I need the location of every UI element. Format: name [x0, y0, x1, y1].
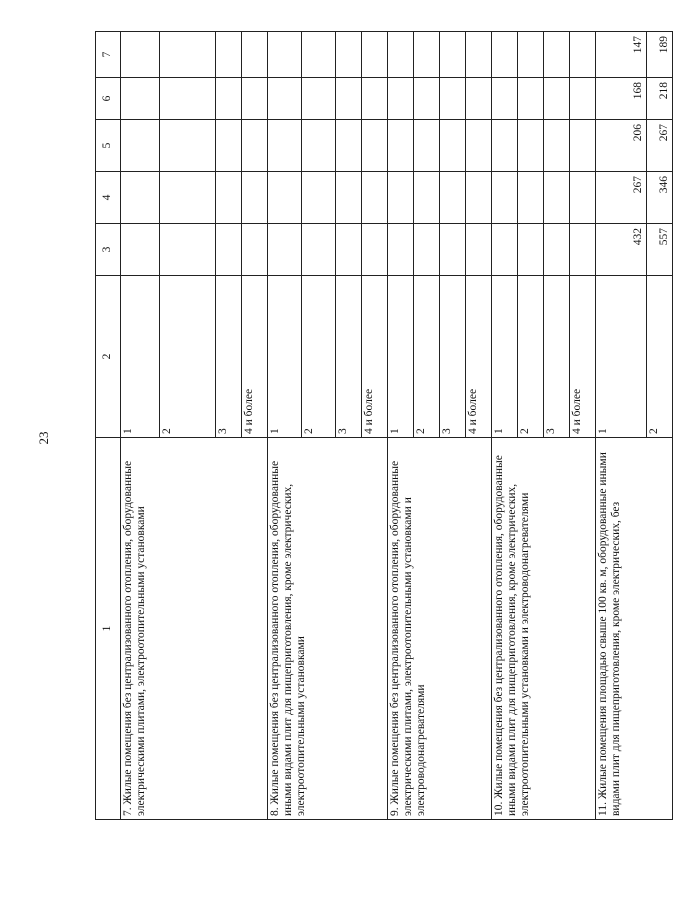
value-cell [466, 120, 492, 172]
value-cell [362, 224, 388, 276]
category-cell: 9. Жилые помещения без централизованного отопления, оборудованные электрическими плитами, электроотопительными установками и электроводонагревателями [388, 438, 492, 820]
category-cell: 10. Жилые помещения без централизованного отопления, оборудованные иными видами плит для пищеприготовления, кроме электрических, электроотопительными установками и электроводонагревателями [492, 438, 596, 820]
category-cell: 11. Жилые помещения площадью свыше 100 кв. м, оборудованные иными видами плит для пищеприготовления, кроме электрических, без [596, 438, 673, 820]
consumption-norms-table [95, 31, 673, 820]
value-cell [570, 32, 596, 78]
value-cell [242, 78, 268, 120]
category-cell: 7. Жилые помещения без централизованного отопления, оборудованные электрическими плитами, электроотопительными установками [121, 438, 268, 820]
value-cell [121, 32, 160, 78]
page-number: 23 [36, 431, 51, 445]
value-cell [570, 120, 596, 172]
value-cell [336, 224, 362, 276]
column-header: 1 [96, 438, 121, 820]
value-cell [216, 224, 242, 276]
rooms-cell: 3 [336, 276, 362, 438]
category-cell: 8. Жилые помещения без централизованного отопления, оборудованные иными видами плит для пищеприготовления, кроме электрических, электроотопительными установками [268, 438, 388, 820]
value-cell [492, 120, 518, 172]
column-header: 3 [96, 224, 121, 276]
value-cell [302, 78, 336, 120]
rooms-cell: 3 [440, 276, 466, 438]
value-cell [466, 172, 492, 224]
value-cell [492, 78, 518, 120]
value-cell [121, 120, 160, 172]
value-cell: 189 [647, 32, 673, 78]
value-cell [362, 172, 388, 224]
value-cell: 557 [647, 224, 673, 276]
value-cell [336, 32, 362, 78]
value-cell [302, 224, 336, 276]
value-cell [414, 78, 440, 120]
value-cell [242, 172, 268, 224]
value-cell [492, 172, 518, 224]
value-cell [362, 78, 388, 120]
value-cell [268, 224, 302, 276]
rooms-cell: 4 и более [242, 276, 268, 438]
value-cell [268, 78, 302, 120]
value-cell [242, 32, 268, 78]
table-row [596, 32, 647, 820]
value-cell [216, 32, 242, 78]
value-cell [302, 32, 336, 78]
value-cell [336, 78, 362, 120]
column-header: 7 [96, 32, 121, 78]
value-cell [388, 172, 414, 224]
value-cell [544, 224, 570, 276]
value-cell [544, 120, 570, 172]
value-cell [362, 32, 388, 78]
value-cell: 267 [647, 120, 673, 172]
rooms-cell: 2 [518, 276, 544, 438]
table-row [492, 32, 518, 820]
value-cell [121, 172, 160, 224]
value-cell [414, 224, 440, 276]
value-cell [388, 224, 414, 276]
table-row [268, 32, 302, 820]
column-header: 5 [96, 120, 121, 172]
value-cell [570, 78, 596, 120]
value-cell [440, 120, 466, 172]
value-cell: 147 [596, 32, 647, 78]
value-cell [160, 120, 216, 172]
value-cell [440, 78, 466, 120]
value-cell [492, 32, 518, 78]
value-cell [388, 120, 414, 172]
rooms-cell: 4 и более [466, 276, 492, 438]
rooms-cell: 4 и более [362, 276, 388, 438]
value-cell [414, 120, 440, 172]
column-header: 6 [96, 78, 121, 120]
value-cell [414, 172, 440, 224]
value-cell [414, 32, 440, 78]
value-cell [518, 224, 544, 276]
rooms-cell: 2 [647, 276, 673, 438]
value-cell [336, 172, 362, 224]
value-cell [544, 172, 570, 224]
value-cell [466, 32, 492, 78]
value-cell [544, 32, 570, 78]
value-cell [388, 32, 414, 78]
value-cell [121, 78, 160, 120]
table-row [388, 32, 414, 820]
value-cell [388, 78, 414, 120]
rooms-cell: 1 [492, 276, 518, 438]
value-cell [440, 224, 466, 276]
rooms-cell: 3 [544, 276, 570, 438]
value-cell [336, 120, 362, 172]
value-cell [440, 32, 466, 78]
value-cell [160, 32, 216, 78]
value-cell: 218 [647, 78, 673, 120]
value-cell [302, 172, 336, 224]
value-cell [268, 32, 302, 78]
value-cell [544, 78, 570, 120]
value-cell [302, 120, 336, 172]
column-header: 4 [96, 172, 121, 224]
table-row [121, 32, 160, 820]
value-cell: 267 [596, 172, 647, 224]
value-cell [160, 78, 216, 120]
value-cell: 206 [596, 120, 647, 172]
rooms-cell: 1 [388, 276, 414, 438]
value-cell [570, 224, 596, 276]
value-cell [160, 224, 216, 276]
value-cell [362, 120, 388, 172]
value-cell [440, 172, 466, 224]
value-cell [518, 172, 544, 224]
rooms-cell: 1 [268, 276, 302, 438]
value-cell [518, 78, 544, 120]
value-cell: 168 [596, 78, 647, 120]
value-cell [570, 172, 596, 224]
value-cell: 346 [647, 172, 673, 224]
value-cell [466, 224, 492, 276]
value-cell [466, 78, 492, 120]
rooms-cell: 4 и более [570, 276, 596, 438]
value-cell: 432 [596, 224, 647, 276]
value-cell [216, 120, 242, 172]
value-cell [518, 32, 544, 78]
value-cell [242, 224, 268, 276]
value-cell [268, 172, 302, 224]
rooms-cell: 1 [596, 276, 647, 438]
rooms-cell: 1 [121, 276, 160, 438]
rooms-cell: 2 [302, 276, 336, 438]
value-cell [518, 120, 544, 172]
value-cell [216, 78, 242, 120]
rooms-cell: 3 [216, 276, 242, 438]
rooms-cell: 2 [414, 276, 440, 438]
value-cell [121, 224, 160, 276]
table-container [95, 32, 670, 820]
value-cell [268, 120, 302, 172]
value-cell [216, 172, 242, 224]
value-cell [242, 120, 268, 172]
rooms-cell: 2 [160, 276, 216, 438]
column-header: 2 [96, 276, 121, 438]
value-cell [492, 224, 518, 276]
header-row [96, 32, 121, 820]
value-cell [160, 172, 216, 224]
